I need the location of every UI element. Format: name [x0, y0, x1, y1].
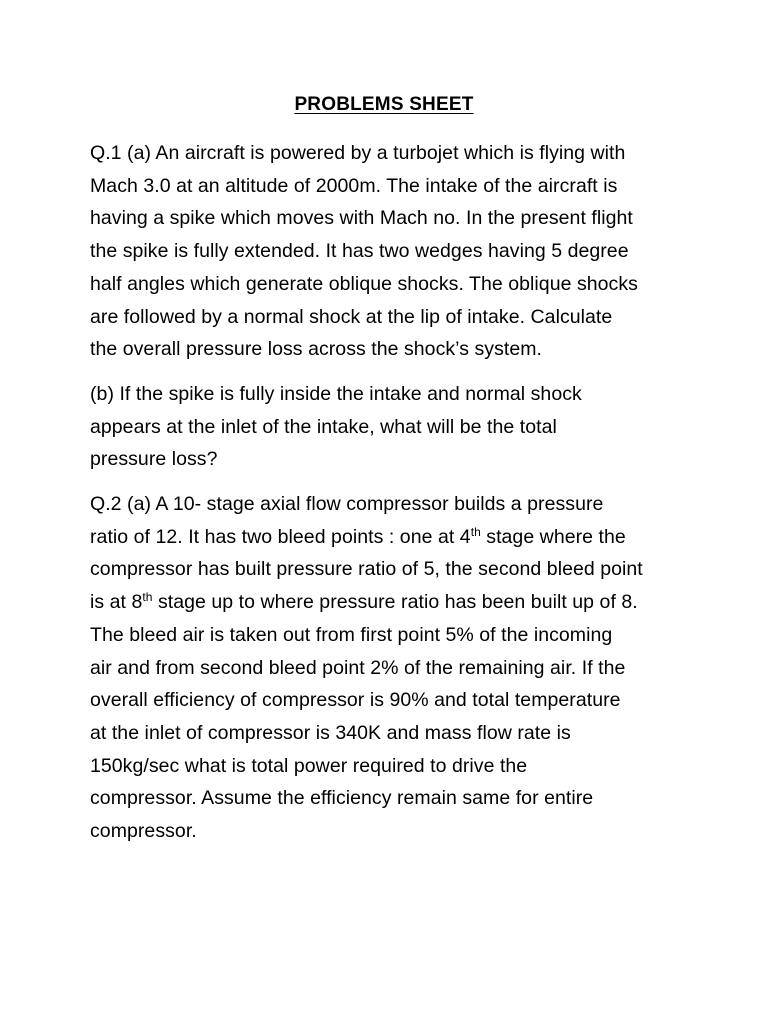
superscript: th: [142, 590, 153, 605]
question-1b-paragraph: [90, 378, 700, 476]
text-line: are followed by a normal shock at the lip of intake. Calculate: [90, 305, 613, 328]
text-line: overall efficiency of compressor is 90% and total temperature: [90, 689, 621, 712]
text-line: The bleed air is taken out from first point 5% of the incoming: [90, 623, 613, 646]
text-line: [90, 586, 700, 619]
superscript: th: [470, 524, 481, 539]
text-line: appears at the inlet of the intake, what will be the total: [90, 415, 557, 438]
text-line: the spike is fully extended. It has two wedges having 5 degree: [90, 240, 629, 263]
text-line: compressor. Assume the efficiency remain same for entire: [90, 787, 594, 810]
text-line: compressor.: [90, 820, 197, 843]
text-line: Q.1 (a) An aircraft is powered by a turbojet which is flying with: [90, 142, 626, 164]
text-segment: is at 8: [90, 591, 143, 614]
text-line: having a spike which moves with Mach no. In the present flight: [90, 207, 633, 230]
text-segment: stage up to where pressure ratio has been built up of 8.: [152, 591, 638, 614]
text-line: (b) If the spike is fully inside the intake and normal shock: [90, 383, 582, 405]
question-1a-paragraph: [90, 137, 700, 366]
text-line: Q.2 (a) A 10- stage axial flow compressor builds a pressure: [90, 493, 604, 515]
question-2a-paragraph: [90, 488, 700, 848]
text-line: pressure loss?: [90, 448, 218, 471]
text-line: air and from second bleed point 2% of the remaining air. If the: [90, 656, 626, 679]
page-title: PROBLEMS SHEET: [294, 94, 474, 115]
text-line: compressor has built pressure ratio of 5, the second bleed point: [90, 558, 643, 581]
text-line: at the inlet of compressor is 340K and mass flow rate is: [90, 721, 571, 744]
text-line: [90, 521, 700, 554]
text-line: the overall pressure loss across the shock’s system.: [90, 338, 543, 361]
text-segment: ratio of 12. It has two bleed points : one at 4: [90, 525, 471, 548]
text-line: 150kg/sec what is total power required to drive the: [90, 754, 528, 777]
text-line: half angles which generate oblique shocks. The oblique shocks: [90, 272, 638, 295]
text-segment: stage where the: [480, 525, 626, 548]
text-line: Mach 3.0 at an altitude of 2000m. The intake of the aircraft is: [90, 174, 618, 197]
